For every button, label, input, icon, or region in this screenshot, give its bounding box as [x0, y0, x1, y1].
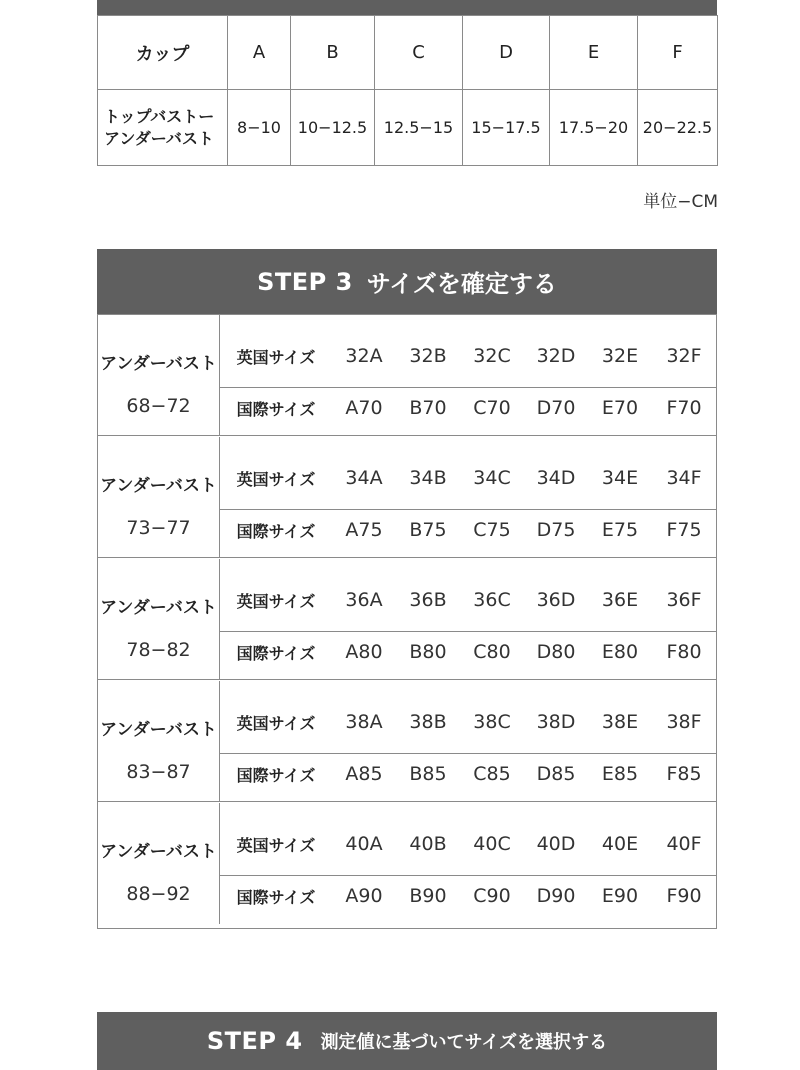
size-value: A75 — [345, 519, 383, 541]
underbust-label: アンダーバスト — [100, 354, 217, 374]
size-value: 38A — [345, 711, 383, 733]
size-value: C70 — [473, 397, 511, 419]
intl-size-label: 国際サイズ — [236, 765, 316, 785]
underbust-range: 78−82 — [126, 639, 191, 661]
underbust-cell — [98, 803, 220, 924]
step3-title: サイズを確定する — [366, 270, 557, 298]
size-value: 40D — [536, 833, 576, 855]
uk-size-label: 英国サイズ — [236, 469, 316, 489]
size-value: E75 — [601, 519, 639, 541]
size-group — [98, 803, 716, 924]
uk-size-row — [220, 325, 716, 388]
underbust-range: 73−77 — [126, 517, 191, 539]
size-value: 36F — [666, 589, 702, 611]
size-value: D85 — [536, 763, 576, 785]
size-value: E85 — [601, 763, 639, 785]
size-value: F70 — [666, 397, 702, 419]
size-value: 34E — [601, 467, 639, 489]
size-value: F85 — [666, 763, 702, 785]
cup-cell: F — [638, 16, 718, 90]
size-value: B75 — [409, 519, 447, 541]
intl-size-row — [220, 869, 716, 923]
size-value: 36B — [409, 589, 447, 611]
cup-cell: B — [291, 16, 375, 90]
step4-number: STEP 4 — [206, 1027, 303, 1055]
uk-size-label: 英国サイズ — [236, 591, 316, 611]
underbust-label: アンダーバスト — [100, 476, 217, 496]
size-value: 38E — [601, 711, 639, 733]
difference-label-line-1: トップバストー — [104, 106, 215, 126]
cup-difference-row — [98, 90, 718, 166]
size-value: B90 — [409, 885, 447, 907]
size-value: 32F — [666, 345, 702, 367]
size-value: 40C — [473, 833, 511, 855]
size-value: 34A — [345, 467, 383, 489]
size-value: C85 — [473, 763, 511, 785]
size-value: 32A — [345, 345, 383, 367]
size-value: C90 — [473, 885, 511, 907]
size-group — [98, 437, 716, 558]
size-value: F80 — [666, 641, 702, 663]
size-value: F75 — [666, 519, 702, 541]
range-cell: 12.5−15 — [375, 90, 463, 166]
underbust-cell — [98, 437, 220, 557]
cup-cell: D — [463, 16, 550, 90]
size-value: 38F — [666, 711, 702, 733]
intl-size-row — [220, 747, 716, 801]
size-group — [98, 559, 716, 680]
size-value: E90 — [601, 885, 639, 907]
size-value: B85 — [409, 763, 447, 785]
range-cell: 15−17.5 — [463, 90, 550, 166]
top-header-bar — [97, 0, 717, 15]
range-cell: 10−12.5 — [291, 90, 375, 166]
step4-header — [97, 1012, 717, 1070]
intl-size-label: 国際サイズ — [236, 521, 316, 541]
size-value: 32C — [473, 345, 511, 367]
size-value: 34C — [473, 467, 511, 489]
size-value: 36D — [536, 589, 576, 611]
size-value: 38B — [409, 711, 447, 733]
cup-cell: C — [375, 16, 463, 90]
range-cell: 17.5−20 — [550, 90, 638, 166]
cup-cell: A — [228, 16, 291, 90]
underbust-cell — [98, 315, 220, 435]
underbust-label: アンダーバスト — [100, 720, 217, 740]
uk-size-label: 英国サイズ — [236, 713, 316, 733]
size-value: 40B — [409, 833, 447, 855]
size-value: 38C — [473, 711, 511, 733]
size-value: D80 — [536, 641, 576, 663]
intl-size-label: 国際サイズ — [236, 399, 316, 419]
size-value: D75 — [536, 519, 576, 541]
size-value: A70 — [345, 397, 383, 419]
underbust-range: 83−87 — [126, 761, 191, 783]
size-value: 40F — [666, 833, 702, 855]
size-group — [98, 681, 716, 802]
underbust-range: 88−92 — [126, 883, 191, 905]
size-value: A85 — [345, 763, 383, 785]
cup-header-label: カップ — [98, 16, 228, 90]
cup-size-table — [97, 15, 718, 166]
unit-note: 単位−CM — [643, 192, 718, 212]
intl-size-row — [220, 503, 716, 557]
uk-size-label: 英国サイズ — [236, 835, 316, 855]
uk-size-row — [220, 813, 716, 876]
uk-size-row — [220, 569, 716, 632]
size-value: C80 — [473, 641, 511, 663]
size-value: E70 — [601, 397, 639, 419]
size-value: A90 — [345, 885, 383, 907]
difference-label — [98, 90, 228, 166]
size-value: 36C — [473, 589, 511, 611]
uk-size-row — [220, 447, 716, 510]
size-value: 40E — [601, 833, 639, 855]
intl-size-row — [220, 625, 716, 679]
size-value: 34B — [409, 467, 447, 489]
uk-size-row — [220, 691, 716, 754]
step3-header — [97, 249, 717, 314]
size-value: 32B — [409, 345, 447, 367]
size-value: C75 — [473, 519, 511, 541]
step4-title: 測定値に基づいてサイズを選択する — [320, 1032, 608, 1053]
size-value: 34D — [536, 467, 576, 489]
uk-size-label: 英国サイズ — [236, 347, 316, 367]
underbust-label: アンダーバスト — [100, 598, 217, 618]
underbust-cell — [98, 559, 220, 679]
size-value: B70 — [409, 397, 447, 419]
size-group — [98, 315, 716, 436]
range-cell: 20−22.5 — [638, 90, 718, 166]
underbust-cell — [98, 681, 220, 801]
size-value: 38D — [536, 711, 576, 733]
size-value: B80 — [409, 641, 447, 663]
intl-size-label: 国際サイズ — [236, 643, 316, 663]
range-cell: 8−10 — [228, 90, 291, 166]
size-value: A80 — [345, 641, 383, 663]
underbust-label: アンダーバスト — [100, 842, 217, 862]
size-value: 36A — [345, 589, 383, 611]
cup-header-row — [98, 16, 718, 90]
difference-label-line-2: アンダーバスト — [104, 128, 214, 148]
size-value: 34F — [666, 467, 702, 489]
size-value: 32D — [536, 345, 576, 367]
size-value: F90 — [666, 885, 702, 907]
size-value: 36E — [601, 589, 639, 611]
size-value: D70 — [536, 397, 576, 419]
size-value: 32E — [601, 345, 639, 367]
intl-size-row — [220, 381, 716, 435]
size-conversion-table — [97, 314, 717, 929]
intl-size-label: 国際サイズ — [236, 887, 316, 907]
size-value: E80 — [601, 641, 639, 663]
step3-number: STEP 3 — [257, 267, 353, 296]
size-value: 40A — [345, 833, 383, 855]
size-value: D90 — [536, 885, 576, 907]
cup-cell: E — [550, 16, 638, 90]
underbust-range: 68−72 — [126, 395, 191, 417]
